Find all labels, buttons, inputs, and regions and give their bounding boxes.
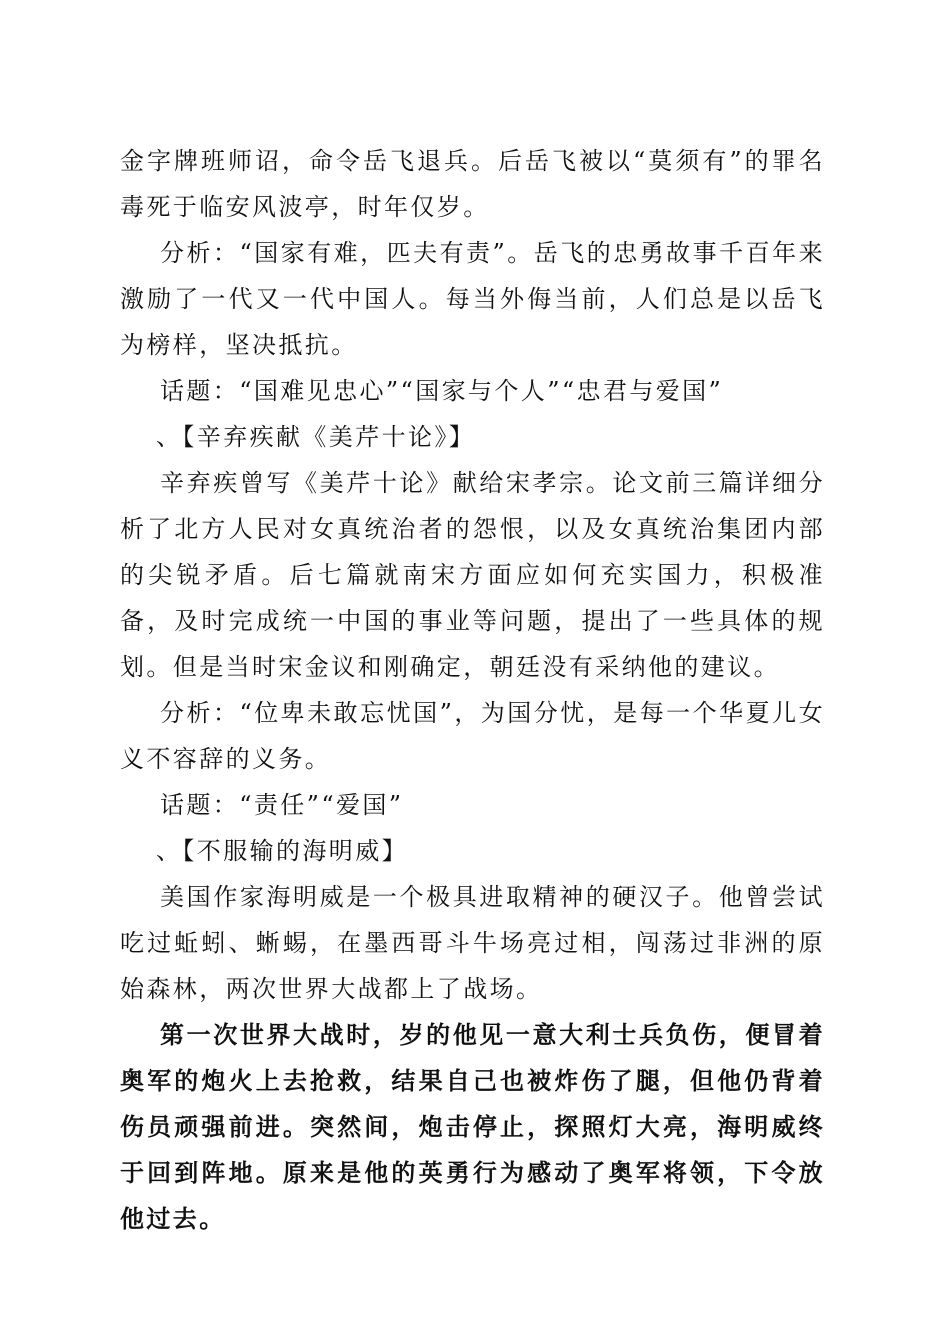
paragraph-hemingway-intro: 美国作家海明威是一个极具进取精神的硬汉子。他曾尝试吃过蚯蚓、蜥蜴，在墨西哥斗牛场亮过相，闯荡过非洲的原始森林，两次世界大战都上了战场。 [120, 883, 825, 1003]
paragraph-topic-xinqiji: 话题：“责任”“爱国” [160, 791, 404, 819]
paragraph-xinqiji-story: 辛弃疾曾写《美芹十论》献给宋孝宗。论文前三篇详细分析了北方人民对女真统治者的怨恨，以及女真统治集团内部的尖锐矛盾。后七篇就南宋方面应如何充实国力，积极准备，及时完成统一中国的事业等问题，提出了一些具体的规划。但是当时宋金议和刚确定，朝廷没有采纳他的建议。 [120, 469, 825, 681]
section-heading-hemingway: 、【不服输的海明威】 [156, 837, 408, 865]
paragraph-analysis-yuefei: 分析：“国家有难，匹夫有责”。岳飞的忠勇故事千百年来激励了一代又一代中国人。每当外侮当前，人们总是以岳飞为榜样，坚决抵抗。 [120, 239, 825, 359]
document-page [120, 138, 825, 1242]
section-heading-xinqiji: 、【辛弃疾献《美芹十论》】 [156, 423, 476, 451]
paragraph-hemingway-ww1: 第一次世界大战时，岁的他见一意大利士兵负伤，便冒着奥军的炮火上去抢救，结果自己也被炸伤了腿，但他仍背着伤员顽强前进。突然间，炮击停止，探照灯大亮，海明威终于回到阵地。原来是他的英勇行为感动了奥军将领，下令放他过去。 [120, 1020, 825, 1233]
paragraph-yuefei-ending: 金字牌班师诏，命令岳飞退兵。后岳飞被以“莫须有”的罪名毒死于临安风波亭，时年仅岁。 [120, 147, 825, 221]
paragraph-topic-yuefei: 话题：“国难见忠心”“国家与个人”“忠君与爱国” [160, 377, 724, 405]
paragraph-analysis-xinqiji: 分析：“位卑未敢忘忧国”，为国分忧，是每一个华夏儿女义不容辞的义务。 [120, 699, 825, 773]
